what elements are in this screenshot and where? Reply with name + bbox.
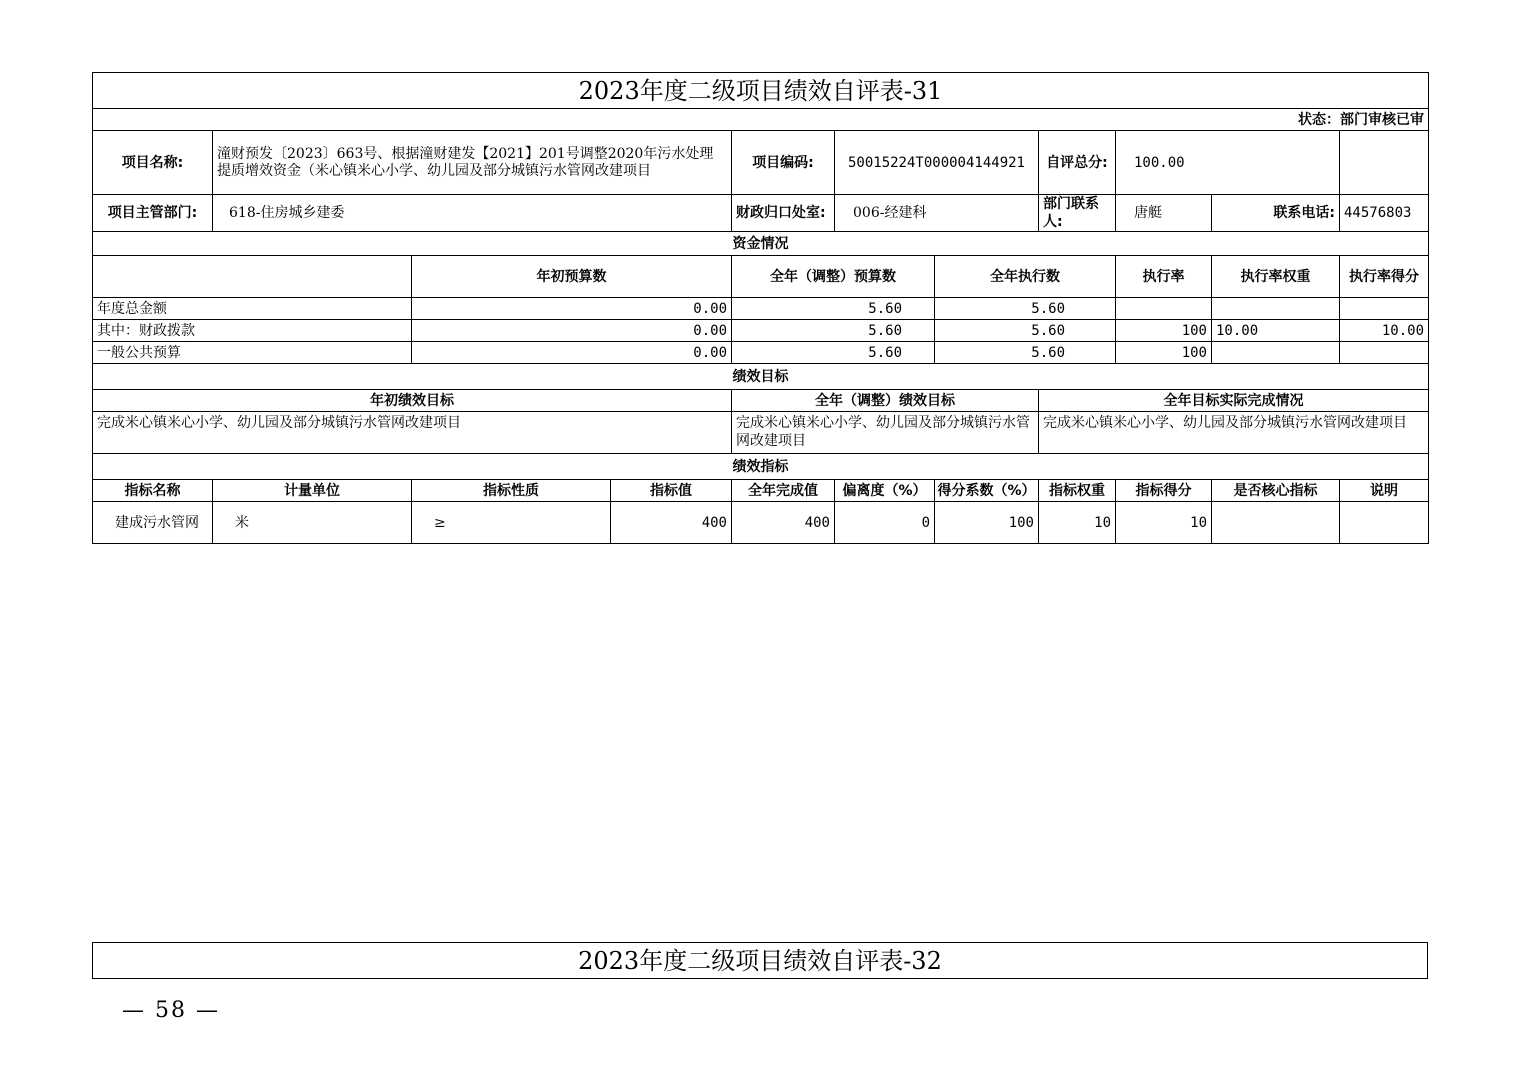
indicator-core: [1212, 502, 1340, 544]
funds-row-executed: 5.60: [935, 320, 1116, 342]
goal-adjusted: 完成米心镇米心小学、幼儿园及部分城镇污水管网改建项目: [732, 412, 1039, 454]
indicator-header-unit: 计量单位: [213, 480, 412, 502]
self-score-value: 100.00: [1116, 131, 1340, 195]
funds-header-executed: 全年执行数: [935, 256, 1116, 298]
indicator-nature: ≥: [412, 502, 611, 544]
funds-row-name: 一般公共预算: [93, 342, 412, 364]
empty-cell: [1340, 131, 1429, 195]
finance-office-label: 财政归口处室:: [732, 195, 835, 232]
funds-row-weight: 10.00: [1212, 320, 1340, 342]
funds-row-rate: 100: [1116, 342, 1212, 364]
form-title: 2023年度二级项目绩效自评表-32: [93, 943, 1428, 979]
funds-header-adjusted: 全年（调整）预算数: [732, 256, 935, 298]
indicator-header-core: 是否核心指标: [1212, 480, 1340, 502]
funds-row-adjusted: 5.60: [732, 298, 935, 320]
dept-value: 618-住房城乡建委: [213, 195, 732, 232]
performance-form-31: [92, 72, 1429, 544]
funds-row-score: [1340, 298, 1429, 320]
goals-header-adjusted: 全年（调整）绩效目标: [732, 390, 1039, 412]
funds-row-name: 其中：财政拨款: [93, 320, 412, 342]
self-score-label: 自评总分:: [1039, 131, 1116, 195]
phone-label: 联系电话:: [1212, 195, 1340, 232]
indicator-header-coef: 得分系数（%）: [935, 480, 1039, 502]
goals-header-initial: 年初绩效目标: [93, 390, 732, 412]
indicator-header-value: 指标值: [611, 480, 732, 502]
indicator-name: 建成污水管网: [93, 502, 213, 544]
funds-row-weight: [1212, 342, 1340, 364]
funds-header-score: 执行率得分: [1340, 256, 1429, 298]
project-code-value: 50015224T000004144921: [835, 131, 1039, 195]
indicator-header-nature: 指标性质: [412, 480, 611, 502]
indicator-deviation: 0: [835, 502, 935, 544]
contact-label: 部门联系人:: [1039, 195, 1116, 232]
indicator-header-deviation: 偏离度（%）: [835, 480, 935, 502]
project-name-label: 项目名称:: [93, 131, 213, 195]
indicator-header-name: 指标名称: [93, 480, 213, 502]
indicators-section-title: 绩效指标: [93, 454, 1429, 480]
performance-form-32: [92, 942, 1428, 979]
funds-row-weight: [1212, 298, 1340, 320]
contact-value: 唐艇: [1116, 195, 1212, 232]
funds-row: [93, 320, 1429, 342]
funds-header-weight: 执行率权重: [1212, 256, 1340, 298]
funds-row-adjusted: 5.60: [732, 320, 935, 342]
phone-value: 44576803: [1340, 195, 1429, 232]
indicator-note: [1340, 502, 1429, 544]
funds-row-executed: 5.60: [935, 342, 1116, 364]
project-code-label: 项目编码:: [732, 131, 835, 195]
indicator-header-actual: 全年完成值: [732, 480, 835, 502]
indicator-header-score: 指标得分: [1116, 480, 1212, 502]
indicator-actual: 400: [732, 502, 835, 544]
goals-header-actual: 全年目标实际完成情况: [1039, 390, 1429, 412]
dept-label: 项目主管部门:: [93, 195, 213, 232]
indicator-header-note: 说明: [1340, 480, 1429, 502]
funds-header-blank: [93, 256, 412, 298]
indicator-header-weight: 指标权重: [1039, 480, 1116, 502]
indicator-weight: 10: [1039, 502, 1116, 544]
funds-row-adjusted: 5.60: [732, 342, 935, 364]
indicator-row: [93, 502, 1429, 544]
indicator-score: 10: [1116, 502, 1212, 544]
funds-row-rate: [1116, 298, 1212, 320]
goal-actual: 完成米心镇米心小学、幼儿园及部分城镇污水管网改建项目: [1039, 412, 1429, 454]
funds-row-rate: 100: [1116, 320, 1212, 342]
funds-row: [93, 342, 1429, 364]
funds-row-score: [1340, 342, 1429, 364]
funds-row-score: 10.00: [1340, 320, 1429, 342]
funds-header-initial: 年初预算数: [412, 256, 732, 298]
finance-office-value: 006-经建科: [835, 195, 1039, 232]
page-number: — 58 —: [122, 998, 220, 1023]
funds-row-name: 年度总金额: [93, 298, 412, 320]
funds-row-initial: 0.00: [412, 342, 732, 364]
indicator-unit: 米: [213, 502, 412, 544]
funds-section-title: 资金情况: [93, 232, 1429, 256]
indicator-coef: 100: [935, 502, 1039, 544]
funds-row-executed: 5.60: [935, 298, 1116, 320]
project-name-value: 潼财预发〔2023〕663号、根据潼财建发【2021】201号调整2020年污水处理提质增效资金（米心镇米心小学、幼儿园及部分城镇污水管网改建项目: [213, 131, 732, 195]
goals-section-title: 绩效目标: [93, 364, 1429, 390]
form-title: 2023年度二级项目绩效自评表-31: [93, 73, 1429, 109]
goal-initial: 完成米心镇米心小学、幼儿园及部分城镇污水管网改建项目: [93, 412, 732, 454]
status-text: 状态：部门审核已审: [93, 109, 1429, 131]
funds-header-rate: 执行率: [1116, 256, 1212, 298]
funds-row: [93, 298, 1429, 320]
indicator-value: 400: [611, 502, 732, 544]
funds-row-initial: 0.00: [412, 298, 732, 320]
funds-row-initial: 0.00: [412, 320, 732, 342]
